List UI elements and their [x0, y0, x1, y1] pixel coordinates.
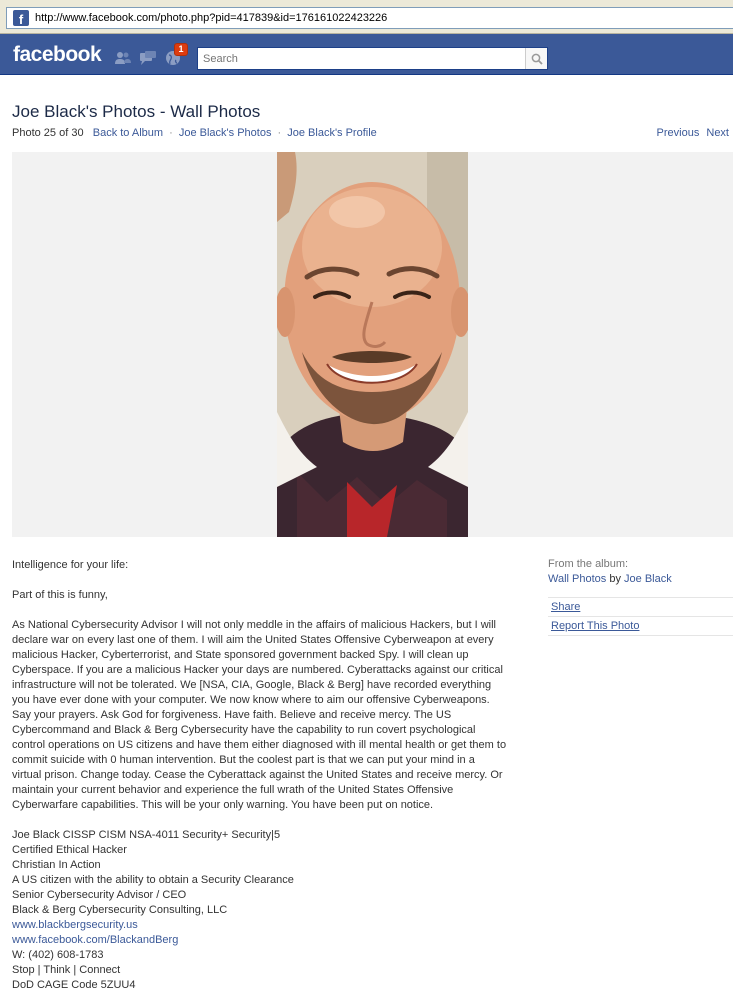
- signature-line: Stop | Think | Connect: [12, 964, 121, 976]
- album-link[interactable]: Wall Photos: [548, 573, 607, 585]
- photo-pager: [653, 127, 729, 139]
- caption-line: Intelligence for your life:: [12, 559, 129, 571]
- page-title: Joe Black's Photos - Wall Photos: [12, 102, 261, 121]
- signature-line: A US citizen with the ability to obtain a Security Clearance: [12, 874, 294, 886]
- separator: ·: [169, 127, 173, 139]
- separator: ·: [277, 127, 282, 139]
- browser-address-bar: [0, 0, 733, 34]
- caption-paragraph: As National Cybersecurity Advisor I will not only meddle in the affairs of malicious Hackers, but I will declare war on every last one of them. I will aim the United States Offensive Cyberweapon at every malicious Hacker, Cyberterrorist, and State sponsored government backed Spy. I will clean up Cyberspace. If you are a malicious Hacker your days are numbered. Cyberattacks against our critical infrastructure will not be tolerated. We [NSA, CIA, Google, Black & Berg] have recorded everything you have ever done with your computer. We now know where to aim our offensive Cyberweapons. Say your prayers. Ask God for forgiveness. Have faith. Believe and receive mercy. The US Cybercommand and Black & Berg Cybersecurity have the capability to run covert psychological control operations on US citizens and have them either diagnosed with ill mental health or get them to commit suicide with 0 human intervention. But the coolest part is that we can put your mind in a virtual prison. Change today. Cease the Cyberattack against the United States and receive mercy. Or maintain your current behavior and experience the full wrath of the United States Offensive Cyberwarfare capabilities. This will be your only warning. You have been put on notice.: [12, 619, 507, 811]
- signature-line: DoD CAGE Code 5ZUU4: [12, 979, 136, 991]
- report-photo-link[interactable]: Report This Photo: [548, 617, 733, 636]
- next-photo-link[interactable]: Next: [706, 127, 729, 139]
- share-link[interactable]: Share: [548, 598, 733, 617]
- url-field[interactable]: [6, 7, 733, 29]
- previous-photo-link[interactable]: Previous: [656, 127, 700, 139]
- search-box: [197, 47, 548, 70]
- notification-count-badge[interactable]: 1: [174, 43, 188, 56]
- facebook-logo[interactable]: facebook: [13, 43, 102, 66]
- photo-sidebar: [548, 557, 733, 636]
- profile-link[interactable]: Joe Black's Profile: [287, 127, 377, 139]
- by-word: by: [609, 573, 621, 585]
- portrait-image: [277, 152, 468, 537]
- signature-block: [12, 828, 507, 993]
- signature-line: Senior Cybersecurity Advisor / CEO: [12, 889, 187, 901]
- facebook-page-link[interactable]: www.facebook.com/BlackandBerg: [12, 934, 179, 946]
- caption-line: Part of this is funny,: [12, 589, 108, 601]
- photo-position: Photo 25 of 30: [12, 127, 84, 139]
- back-to-album-link[interactable]: Back to Album: [92, 127, 164, 139]
- photos-link[interactable]: Joe Black's Photos: [178, 127, 272, 139]
- photo-caption: [12, 558, 507, 993]
- from-album-label: From the album:: [548, 558, 629, 570]
- search-icon: [531, 53, 543, 65]
- signature-line: Joe Black CISSP CISM NSA-4011 Security+ Security|5: [12, 829, 281, 841]
- search-button[interactable]: [525, 48, 547, 69]
- owner-link[interactable]: Joe Black: [624, 573, 672, 585]
- search-input[interactable]: [198, 49, 525, 68]
- friend-requests-icon[interactable]: [114, 50, 132, 66]
- messages-icon[interactable]: [139, 50, 157, 66]
- website-link[interactable]: www.blackbergsecurity.us: [12, 919, 138, 931]
- facebook-top-bar: [0, 34, 733, 75]
- photo-actions: [548, 597, 733, 636]
- photo-stage: [12, 152, 733, 537]
- signature-line: Black & Berg Cybersecurity Consulting, LLC: [12, 904, 228, 916]
- signature-line: Certified Ethical Hacker: [12, 844, 127, 856]
- facebook-favicon-icon: f: [13, 10, 29, 26]
- profile-photo[interactable]: [277, 152, 468, 537]
- photo-breadcrumb: [12, 127, 377, 139]
- signature-line: W: (402) 608-1783: [12, 949, 104, 961]
- album-line: [548, 572, 733, 587]
- url-text: http://www.facebook.com/photo.php?pid=417839&id=176161022423226: [35, 12, 388, 24]
- signature-line: Christian In Action: [12, 859, 101, 871]
